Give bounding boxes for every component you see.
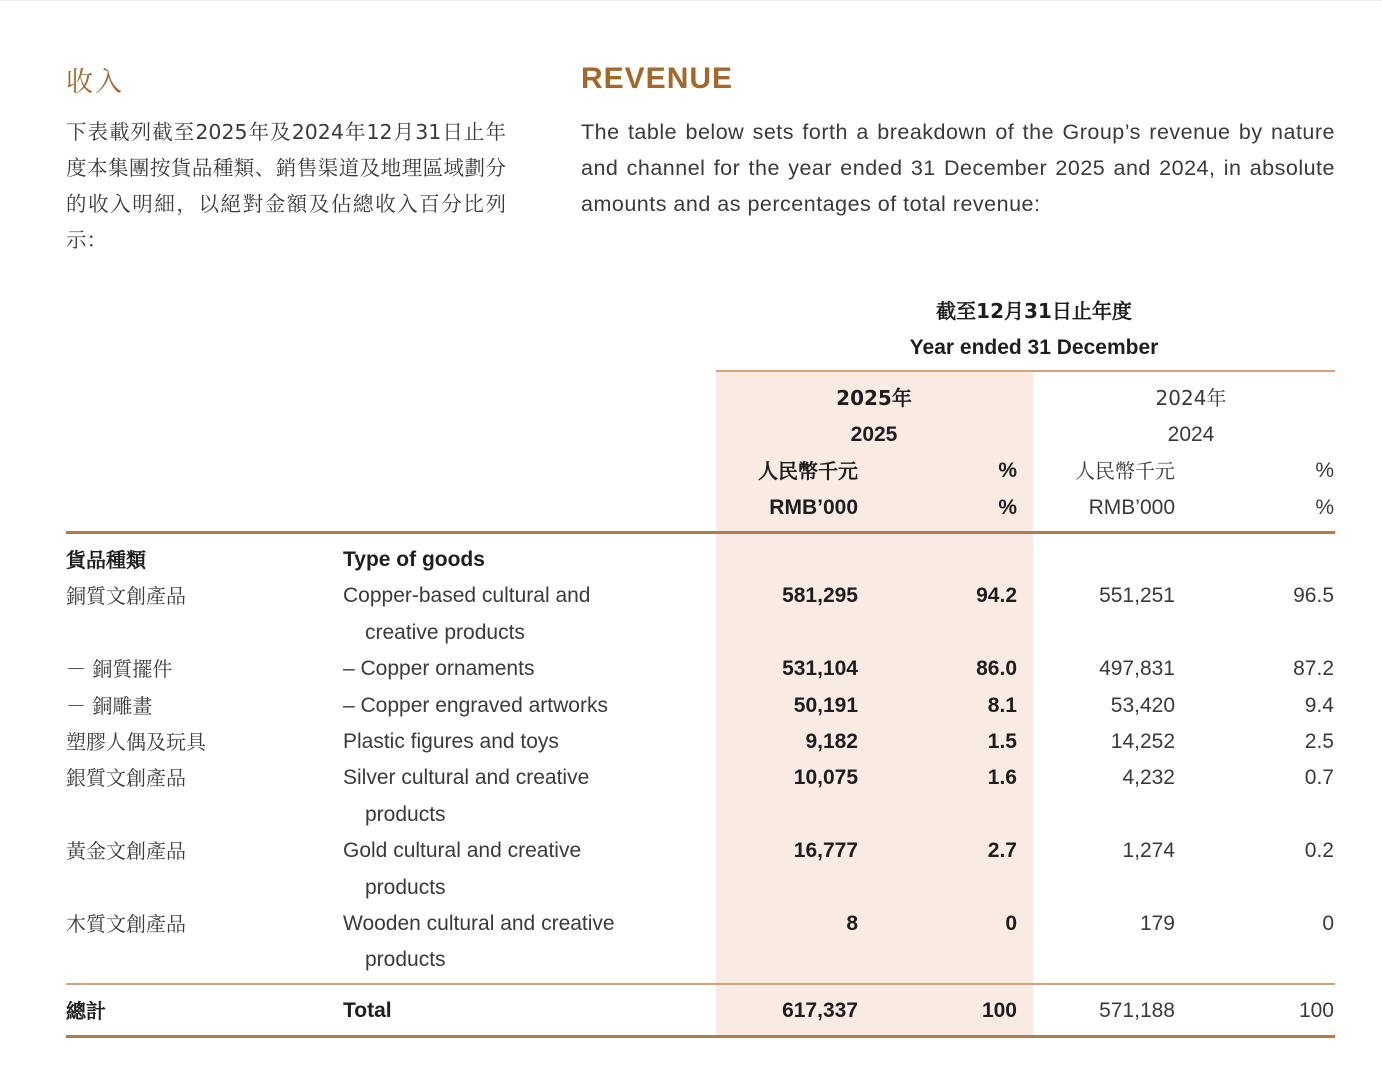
col-2025-amount-en: RMB’000 [769,496,858,519]
percent-2025: 1.5 [987,730,1017,753]
table-bottom-rule [66,1035,1335,1038]
row-label-cn: － 銅質擺件 [66,657,173,681]
value-2025: 8 [846,912,858,935]
row-label-en-continued: products [365,876,446,899]
total-value-2024: 571,188 [1099,999,1175,1022]
value-2024: 14,252 [1110,730,1175,753]
percent-2025: 2.7 [987,839,1017,862]
value-2024: 497,831 [1099,657,1175,680]
value-2024: 551,251 [1099,584,1175,607]
intro-chinese: 下表載列截至2025年及2024年12月31日止年度本集團按貨品種類、銷售渠道及地理區域劃分的收入明細，以絕對金額及佔總收入百分比列示： [66,120,506,252]
row-label-en: – Copper engraved artworks [343,694,608,717]
percent-2025: 0 [1005,912,1017,935]
row-label-en-continued: products [365,948,446,971]
value-2025: 581,295 [782,584,858,607]
header-bottom-rule [66,531,1335,534]
percent-2024: 87.2 [1293,657,1334,680]
percent-2025: 94.2 [976,584,1017,607]
row-label-cn: 木質文創產品 [66,912,186,936]
value-2025: 9,182 [805,730,858,753]
period-header-en: Year ended 31 December [909,336,1159,359]
row-label-cn: 銅質文創產品 [66,584,186,608]
col-2025-year-cn: 2025年 [836,386,912,410]
value-2025: 16,777 [793,839,858,862]
value-2024: 1,274 [1122,839,1175,862]
row-label-cn: 塑膠人偶及玩具 [66,730,206,754]
top-border [0,0,1382,1]
value-2025: 531,104 [782,657,858,680]
percent-2024: 96.5 [1293,584,1334,607]
total-label-cn: 總計 [66,999,106,1023]
row-label-cn: － 銅雕畫 [66,694,153,718]
percent-2025: 86.0 [976,657,1017,680]
row-label-en-continued: products [365,803,446,826]
total-percent-2025: 100 [981,999,1017,1022]
period-header-rule [716,370,1335,372]
row-label-en: Gold cultural and creative [343,839,582,862]
col-2024-pct-cn: % [1315,459,1334,482]
percent-2024: 0.7 [1304,766,1334,789]
row-label-en: Plastic figures and toys [343,730,559,753]
percent-2024: 0 [1322,912,1334,935]
section-title-cn: 貨品種類 [66,548,146,572]
col-2024-amount-cn: 人民幣千元 [1075,459,1175,483]
value-2025: 50,191 [793,694,858,717]
row-label-en: Copper-based cultural and [343,584,591,607]
heading-english: REVENUE [581,62,734,95]
total-value-2025: 617,337 [782,999,858,1022]
row-label-cn: 銀質文創產品 [66,766,186,790]
percent-2024: 9.4 [1304,694,1334,717]
intro-english: The table below sets forth a breakdown of the Group’s revenue by nature and channel for the year ended 31 December 2025 and 2024, in absolute amounts and as percentages of total revenue: [581,120,1335,216]
col-2025-pct-en: % [998,496,1017,519]
percent-2024: 2.5 [1304,730,1334,753]
col-2024-year-cn: 2024年 [1155,386,1227,410]
row-label-en: – Copper ornaments [343,657,535,680]
value-2024: 53,420 [1110,694,1175,717]
heading-chinese: 收入 [66,67,124,98]
col-2024-pct-en: % [1315,496,1334,519]
row-label-en: Silver cultural and creative [343,766,590,789]
col-2025-amount-cn: 人民幣千元 [758,459,858,483]
col-2024-year-en: 2024 [1167,423,1215,446]
col-2024-amount-en: RMB’000 [1088,496,1175,519]
value-2025: 10,075 [793,766,858,789]
percent-2024: 0.2 [1304,839,1334,862]
period-header-cn: 截至12月31日止年度 [936,299,1132,323]
row-label-en: Wooden cultural and creative [343,912,615,935]
section-title-en: Type of goods [343,548,485,571]
col-2025-year-en: 2025 [850,423,898,446]
percent-2025: 8.1 [987,694,1017,717]
value-2024: 4,232 [1122,766,1175,789]
row-label-cn: 黃金文創產品 [66,839,186,863]
value-2024: 179 [1139,912,1175,935]
col-2025-pct-cn: % [998,459,1017,482]
total-label-en: Total [343,999,392,1022]
percent-2025: 1.6 [987,766,1017,789]
total-top-rule [66,983,1335,985]
row-label-en-continued: creative products [365,621,525,644]
total-percent-2024: 100 [1298,999,1334,1022]
